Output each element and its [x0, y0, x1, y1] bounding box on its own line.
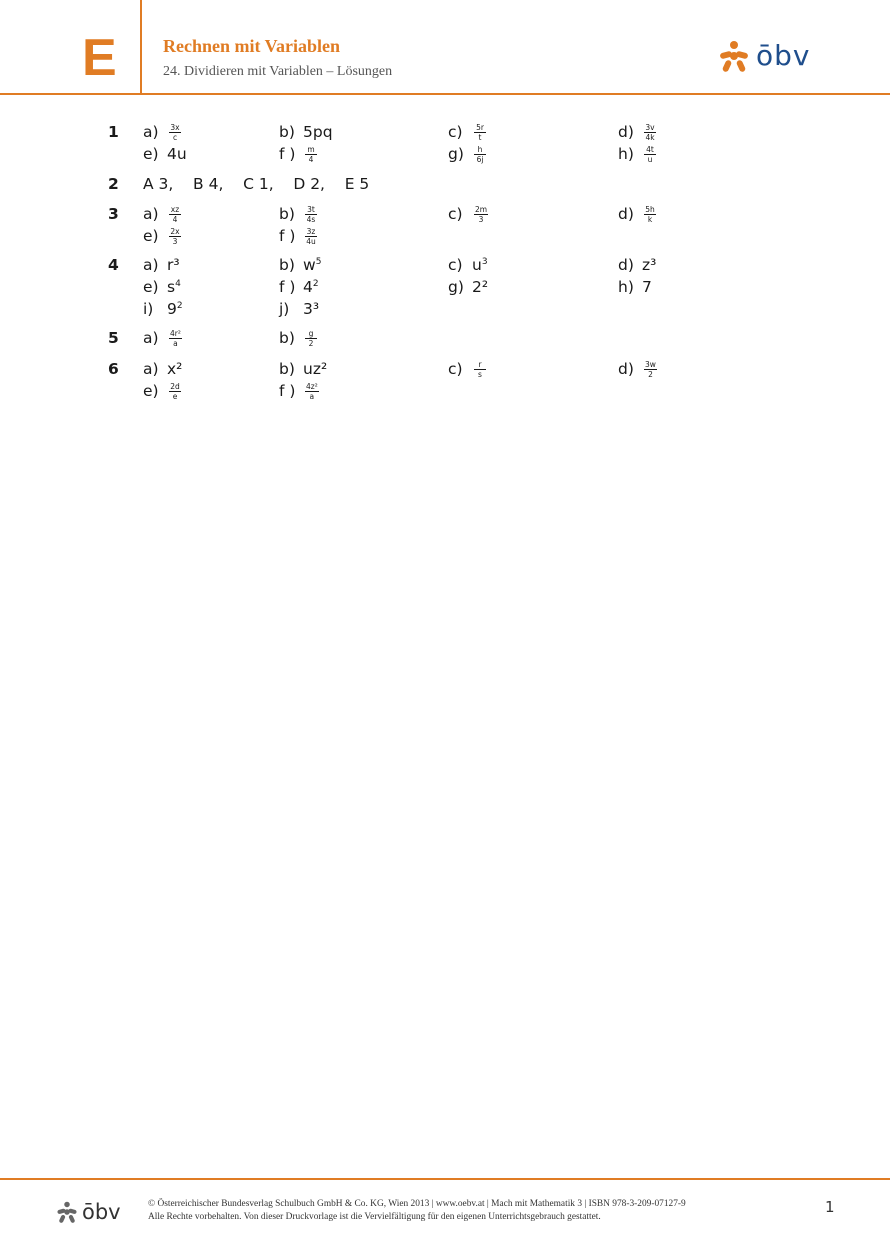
answer-value: 5pq — [303, 123, 333, 141]
fraction-numerator: m — [307, 144, 315, 154]
answer-value: 4u — [167, 145, 187, 163]
fraction — [644, 145, 656, 164]
answer-item — [279, 298, 319, 320]
answer-value: r³ — [167, 256, 180, 274]
fraction-numerator: 5h — [645, 204, 655, 214]
fraction-denominator: u — [647, 154, 653, 164]
answer-label: g) — [448, 145, 464, 163]
fraction-denominator: 3 — [172, 236, 178, 246]
fraction-numerator: 2d — [170, 381, 180, 391]
fraction-denominator: a — [309, 391, 315, 401]
answer-label: g) — [448, 278, 464, 296]
header-divider-horizontal — [0, 93, 890, 95]
answer-item — [143, 276, 181, 298]
answer-item — [143, 143, 187, 165]
fraction-denominator: k — [647, 214, 653, 224]
page-subtitle: 24. Dividieren mit Variablen – Lösungen — [163, 64, 393, 79]
fraction — [474, 205, 488, 224]
fraction-numerator: 4t — [646, 144, 654, 154]
answer-item — [143, 358, 182, 380]
fraction-denominator: 3 — [478, 214, 484, 224]
fraction — [305, 382, 319, 401]
fraction-denominator: 4 — [172, 214, 178, 224]
chapter-letter: E — [82, 29, 117, 87]
answer-label: b) — [279, 329, 295, 347]
exercise-number: 1 — [108, 123, 119, 141]
answer-label: d) — [618, 256, 634, 274]
fraction-denominator: e — [172, 391, 178, 401]
footer-divider — [0, 1178, 890, 1180]
fraction-numerator: 4z² — [306, 381, 318, 391]
answer-label: b) — [279, 360, 295, 378]
publisher-logo — [718, 38, 810, 74]
answer-item — [618, 203, 656, 225]
answer-item — [279, 143, 317, 165]
answer-label: c) — [448, 123, 463, 141]
answer-item — [618, 121, 656, 143]
fraction-denominator: 2 — [308, 338, 314, 348]
fraction-numerator: g — [308, 328, 314, 338]
power-exponent: 5 — [315, 257, 322, 267]
answer-value: x² — [167, 360, 183, 378]
answer-value: uz² — [303, 360, 328, 378]
answer-item — [143, 298, 183, 320]
page-title: Rechnen mit Variablen — [163, 36, 341, 56]
answer-item — [279, 276, 319, 298]
answer-label: e) — [143, 278, 159, 296]
answer-label: b) — [279, 205, 295, 223]
answer-item — [143, 225, 181, 247]
footer-copyright-line2: Alle Rechte vorbehalten. Von dieser Druckvorlage ist die Vervielfältigung für den eigenen Unterrichtsgebrauch gestattet. — [148, 1212, 601, 1222]
fraction-denominator: c — [172, 132, 178, 142]
answer-label: j) — [279, 300, 290, 318]
logo-wordmark: ōbv — [756, 39, 811, 72]
fraction — [169, 123, 181, 142]
answer-item — [279, 380, 319, 402]
power-base: 9 — [167, 300, 177, 318]
power-base: 4 — [303, 278, 313, 296]
fraction — [644, 205, 656, 224]
answer-item — [279, 327, 317, 349]
fraction-numerator: 3w — [645, 359, 656, 369]
answer-item — [279, 203, 317, 225]
answer-label: c) — [448, 205, 463, 223]
fraction — [644, 123, 656, 142]
answer-item — [143, 203, 181, 225]
fraction-numerator: r — [478, 359, 482, 369]
fraction-numerator: h — [477, 144, 483, 154]
fraction-numerator: 3z — [306, 226, 316, 236]
header-divider-vertical — [140, 0, 142, 94]
fraction-numerator: 2x — [170, 226, 180, 236]
answer-label: b) — [279, 123, 295, 141]
answer-item — [143, 380, 181, 402]
power-expression — [167, 298, 183, 320]
fraction-numerator: 4r² — [170, 328, 181, 338]
answer-item — [279, 254, 321, 276]
fraction — [474, 145, 486, 164]
answer-label: a) — [143, 360, 159, 378]
fraction — [169, 329, 182, 348]
answer-item — [618, 276, 652, 298]
answer-item — [618, 358, 657, 380]
power-expression — [472, 254, 488, 276]
fraction-numerator: 3x — [170, 122, 180, 132]
fraction — [169, 382, 181, 401]
answer-item — [618, 143, 656, 165]
answer-label: f ) — [279, 145, 296, 163]
answer-label: h) — [618, 278, 634, 296]
answer-value: 7 — [642, 278, 652, 296]
answer-item — [143, 121, 181, 143]
footer-copyright-line1: © Österreichischer Bundesverlag Schulbuch GmbH & Co. KG, Wien 2013 | www.oebv.at | Mach mit Mathematik 3 | ISBN 978-3-209-07127-9 — [148, 1199, 686, 1209]
answer-item — [448, 276, 488, 298]
fraction-denominator: 4u — [306, 236, 316, 246]
answer-label: f ) — [279, 227, 296, 245]
obv-star-logo-icon — [56, 1201, 78, 1223]
fraction-denominator: s — [478, 369, 482, 379]
power-expression — [303, 254, 321, 276]
exercise-number: 2 — [108, 175, 119, 193]
answer-item — [279, 121, 333, 143]
fraction-numerator: 3v — [645, 122, 655, 132]
fraction-numerator: xz — [170, 204, 180, 214]
fraction — [644, 360, 657, 379]
answer-label: i) — [143, 300, 154, 318]
answer-label: a) — [143, 123, 159, 141]
power-base: w — [303, 256, 316, 274]
power-exponent: 2 — [312, 279, 319, 289]
fraction-denominator: 6j — [476, 154, 484, 164]
answer-label: d) — [618, 205, 634, 223]
fraction — [305, 145, 317, 164]
answer-label: d) — [618, 360, 634, 378]
answer-item — [143, 254, 180, 276]
answer-item — [448, 143, 486, 165]
answer-item — [279, 225, 317, 247]
power-exponent: 3 — [481, 257, 488, 267]
fraction-denominator: 4s — [306, 214, 316, 224]
answer-line: A 3, B 4, C 1, D 2, E 5 — [143, 175, 370, 193]
footer-copyright — [148, 1198, 788, 1224]
answer-label: f ) — [279, 382, 296, 400]
fraction — [305, 205, 317, 224]
obv-star-logo-icon — [718, 40, 750, 72]
power-base: s — [167, 278, 176, 296]
answer-label: a) — [143, 329, 159, 347]
answer-value: z³ — [642, 256, 657, 274]
footer-logo-wordmark: ōbv — [82, 1200, 121, 1224]
answer-item — [448, 254, 488, 276]
answer-label: a) — [143, 205, 159, 223]
fraction — [305, 227, 317, 246]
answer-label: e) — [143, 145, 159, 163]
fraction — [169, 205, 181, 224]
fraction-denominator: t — [478, 132, 482, 142]
fraction — [169, 227, 181, 246]
answer-item — [143, 327, 182, 349]
answer-item — [279, 358, 327, 380]
answer-item — [618, 254, 656, 276]
answer-item — [448, 121, 486, 143]
fraction — [474, 360, 486, 379]
fraction-denominator: 4k — [645, 132, 655, 142]
power-exponent: 4 — [175, 279, 181, 289]
answer-item — [448, 358, 486, 380]
answer-label: c) — [448, 256, 463, 274]
footer-logo — [56, 1200, 121, 1224]
answer-label: c) — [448, 360, 463, 378]
answer-item — [448, 203, 488, 225]
exercise-number: 4 — [108, 256, 119, 274]
page-number: 1 — [825, 1198, 835, 1216]
answer-label: b) — [279, 256, 295, 274]
fraction — [474, 123, 486, 142]
power-exponent: 2 — [176, 301, 183, 311]
answer-label: f ) — [279, 278, 296, 296]
fraction — [305, 329, 317, 348]
power-expression — [303, 276, 319, 298]
answer-label: h) — [618, 145, 634, 163]
answer-value: 3³ — [303, 300, 320, 318]
power-base: u — [472, 256, 482, 274]
answer-value: 2² — [472, 278, 489, 296]
fraction-numerator: 3t — [307, 204, 315, 214]
answer-label: d) — [618, 123, 634, 141]
power-expression — [167, 276, 181, 298]
exercise-number: 5 — [108, 329, 119, 347]
answer-label: a) — [143, 256, 159, 274]
fraction-numerator: 5r — [476, 122, 484, 132]
answer-label: e) — [143, 382, 159, 400]
answer-label: e) — [143, 227, 159, 245]
fraction-denominator: 4 — [308, 154, 314, 164]
fraction-numerator: 2m — [475, 204, 488, 214]
fraction-denominator: a — [173, 338, 178, 348]
fraction-denominator: 2 — [648, 369, 653, 379]
exercise-number: 3 — [108, 205, 119, 223]
exercise-number: 6 — [108, 360, 119, 378]
